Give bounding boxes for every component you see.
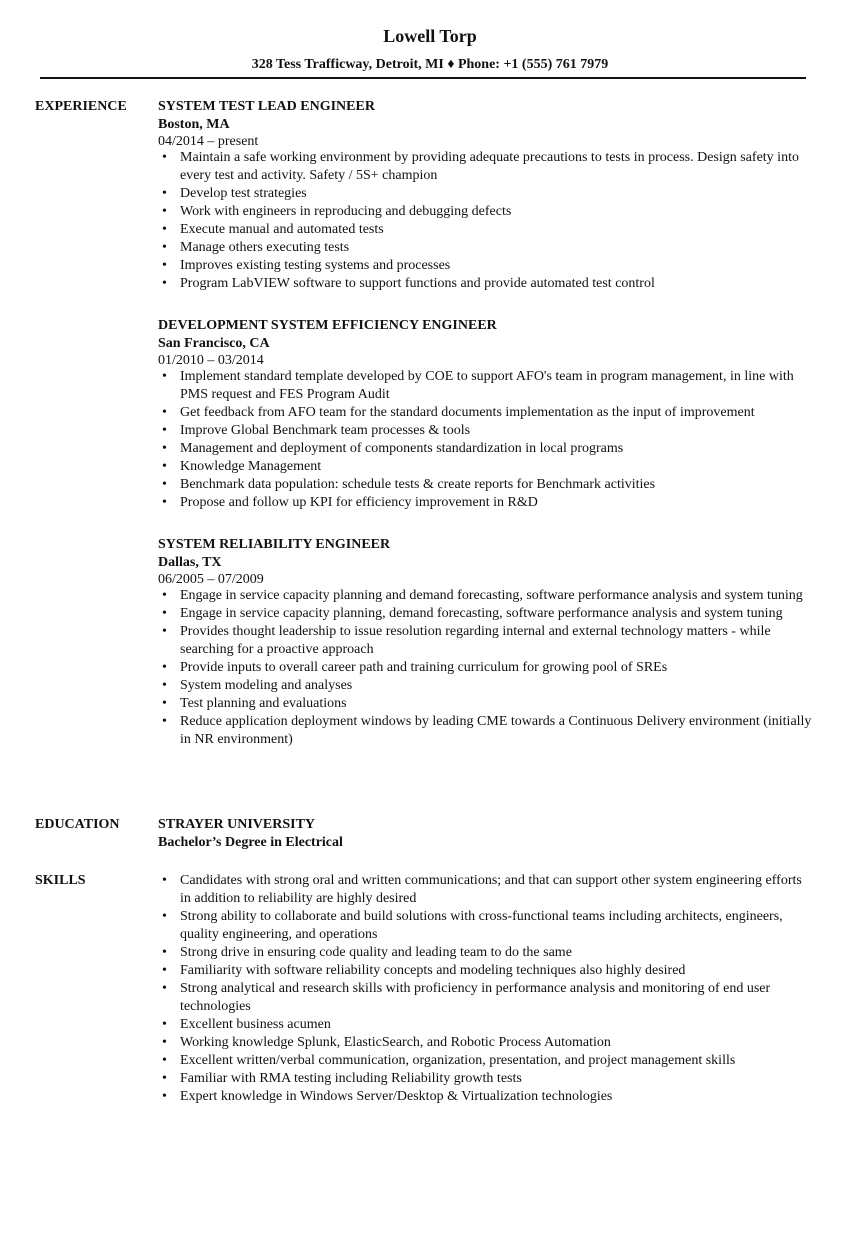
header-divider: [40, 77, 806, 79]
skill-item: • Working knowledge Splunk, ElasticSearch, and Robotic Process Automation: [158, 1034, 813, 1052]
bullet-item: • Engage in service capacity planning and demand forecasting, software performance analysis and system tuning: [158, 587, 813, 605]
skill-item: • Candidates with strong oral and written communications; and that can support other system engineering efforts in addition to reliability are highly desired: [158, 872, 813, 908]
bullet-item: • System modeling and analyses: [158, 677, 813, 695]
bullet-item: • Test planning and evaluations: [158, 695, 813, 713]
section-label-skills: SKILLS: [35, 873, 86, 888]
skill-item: • Expert knowledge in Windows Server/Desktop & Virtualization technologies: [158, 1088, 813, 1106]
job-entry: [158, 317, 813, 512]
job-dates: 01/2010 – 03/2014: [158, 353, 264, 368]
skill-item: • Strong drive in ensuring code quality and leading team to do the same: [158, 944, 813, 962]
bullet-item: • Propose and follow up KPI for efficiency improvement in R&D: [158, 494, 813, 512]
bullet-item: • Improve Global Benchmark team processes & tools: [158, 422, 813, 440]
job-dates: 04/2014 – present: [158, 134, 259, 149]
bullet-item: • Manage others executing tests: [158, 239, 813, 257]
degree: Bachelor’s Degree in Electrical: [158, 835, 343, 850]
bullet-item: • Provides thought leadership to issue resolution regarding internal and external technology matters - while searching for a proactive approach: [158, 623, 813, 659]
bullet-item: • Work with engineers in reproducing and debugging defects: [158, 203, 813, 221]
job-bullets: [158, 368, 813, 512]
bullet-item: • Program LabVIEW software to support functions and provide automated test control: [158, 275, 813, 293]
education-body: [158, 816, 813, 852]
job-location: Dallas, TX: [158, 555, 222, 570]
job-title: SYSTEM TEST LEAD ENGINEER: [158, 99, 375, 114]
bullet-item: • Develop test strategies: [158, 185, 813, 203]
candidate-name: Lowell Torp: [383, 26, 477, 46]
resume-header: [0, 0, 860, 74]
skills-list: [158, 872, 813, 1106]
job-title: DEVELOPMENT SYSTEM EFFICIENCY ENGINEER: [158, 318, 497, 333]
skill-item: • Excellent written/verbal communication, organization, presentation, and project management skills: [158, 1052, 813, 1070]
bullet-item: • Knowledge Management: [158, 458, 813, 476]
skill-item: • Familiarity with software reliability concepts and modeling techniques also highly desired: [158, 962, 813, 980]
skill-item: • Familiar with RMA testing including Reliability growth tests: [158, 1070, 813, 1088]
job-title: SYSTEM RELIABILITY ENGINEER: [158, 537, 391, 552]
job-entry: [158, 536, 813, 749]
job-bullets: [158, 149, 813, 293]
school-name: STRAYER UNIVERSITY: [158, 817, 316, 832]
job-bullets: [158, 587, 813, 749]
skills-body: [158, 872, 813, 1106]
bullet-item: • Management and deployment of components standardization in local programs: [158, 440, 813, 458]
experience-body: [158, 98, 813, 773]
bullet-item: • Provide inputs to overall career path and training curriculum for growing pool of SREs: [158, 659, 813, 677]
bullet-item: • Benchmark data population: schedule tests & create reports for Benchmark activities: [158, 476, 813, 494]
bullet-item: • Execute manual and automated tests: [158, 221, 813, 239]
section-label-experience: EXPERIENCE: [35, 99, 127, 114]
bullet-item: • Reduce application deployment windows by leading CME towards a Continuous Delivery environment (initially in NR environment): [158, 713, 813, 749]
bullet-item: • Get feedback from AFO team for the standard documents implementation as the input of improvement: [158, 404, 813, 422]
bullet-item: • Implement standard template developed by COE to support AFO's team in program management, in line with PMS request and FES Program Audit: [158, 368, 813, 404]
job-location: Boston, MA: [158, 117, 230, 132]
skill-item: • Strong ability to collaborate and build solutions with cross-functional teams including architects, engineers, quality engineering, and operations: [158, 908, 813, 944]
job-dates: 06/2005 – 07/2009: [158, 572, 264, 587]
skill-item: • Excellent business acumen: [158, 1016, 813, 1034]
job-entry: [158, 98, 813, 293]
section-label-education: EDUCATION: [35, 817, 120, 832]
bullet-item: • Improves existing testing systems and processes: [158, 257, 813, 275]
bullet-item: • Maintain a safe working environment by providing adequate precautions to tests in process. Design safety into every test and activity. Safety / 5S+ champion: [158, 149, 813, 185]
job-location: San Francisco, CA: [158, 336, 270, 351]
skill-item: • Strong analytical and research skills with proficiency in performance analysis and monitoring of end user technologies: [158, 980, 813, 1016]
bullet-item: • Engage in service capacity planning, demand forecasting, software performance analysis and system tuning: [158, 605, 813, 623]
contact-line: 328 Tess Trafficway, Detroit, MI ♦ Phone: +1 (555) 761 7979: [251, 57, 609, 72]
